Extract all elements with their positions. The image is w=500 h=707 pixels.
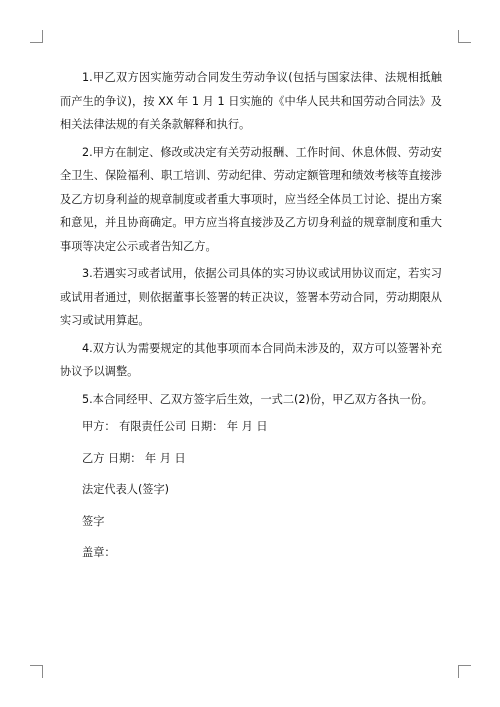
party-a-line: 甲方： 有限责任公司 日期： 年 月 日: [82, 420, 268, 433]
clause-2: 2.甲方在制定、修改或决定有关劳动报酬、工作时间、休息休假、劳动安全卫生、保险福利、职工培训、劳动纪律、劳动定额管理和绩效考核等直接涉及乙方切身利益的规章制度或者重大事项时，应当经全体员工讨论、提出方案和意见，并且协商确定。甲方应当将直接涉及乙方切身利益的规章制度和重大事项等决定公示或者告知乙方。: [60, 145, 442, 253]
crop-mark-top-left: [30, 30, 43, 43]
signature-line: 签字: [82, 514, 105, 528]
clause-4: 4.双方认为需要规定的其他事项而本合同尚未涉及的，双方可以签署补充协议予以调整。: [60, 341, 442, 378]
crop-mark-top-right: [458, 30, 471, 43]
crop-mark-bottom-right: [458, 665, 471, 678]
clause-3: 3.若遇实习或者试用，依据公司具体的实习协议或试用协议而定，若实习或试用者通过，则依据董事长签署的转正决议，签署本劳动合同，劳动期限从实习或试用算起。: [60, 267, 442, 327]
document-body: [60, 66, 442, 573]
clause-5: 5.本合同经甲、乙双方签字后生效，一式二(2)份，甲乙双方各执一份。: [82, 392, 433, 406]
clause-1: 1.甲乙双方因实施劳动合同发生劳动争议(包括与国家法律、法规相抵触而产生的争议)，按 XX 年 1 月 1 日实施的《中华人民共和国劳动合同法》及相关法律法规的有关条款解释和执行。: [60, 71, 442, 131]
party-b-line: 乙方 日期： 年 月 日: [82, 451, 186, 465]
legal-representative-line: 法定代表人(签字): [82, 483, 170, 496]
crop-mark-bottom-left: [30, 665, 43, 678]
seal-line: 盖章：: [82, 546, 116, 559]
